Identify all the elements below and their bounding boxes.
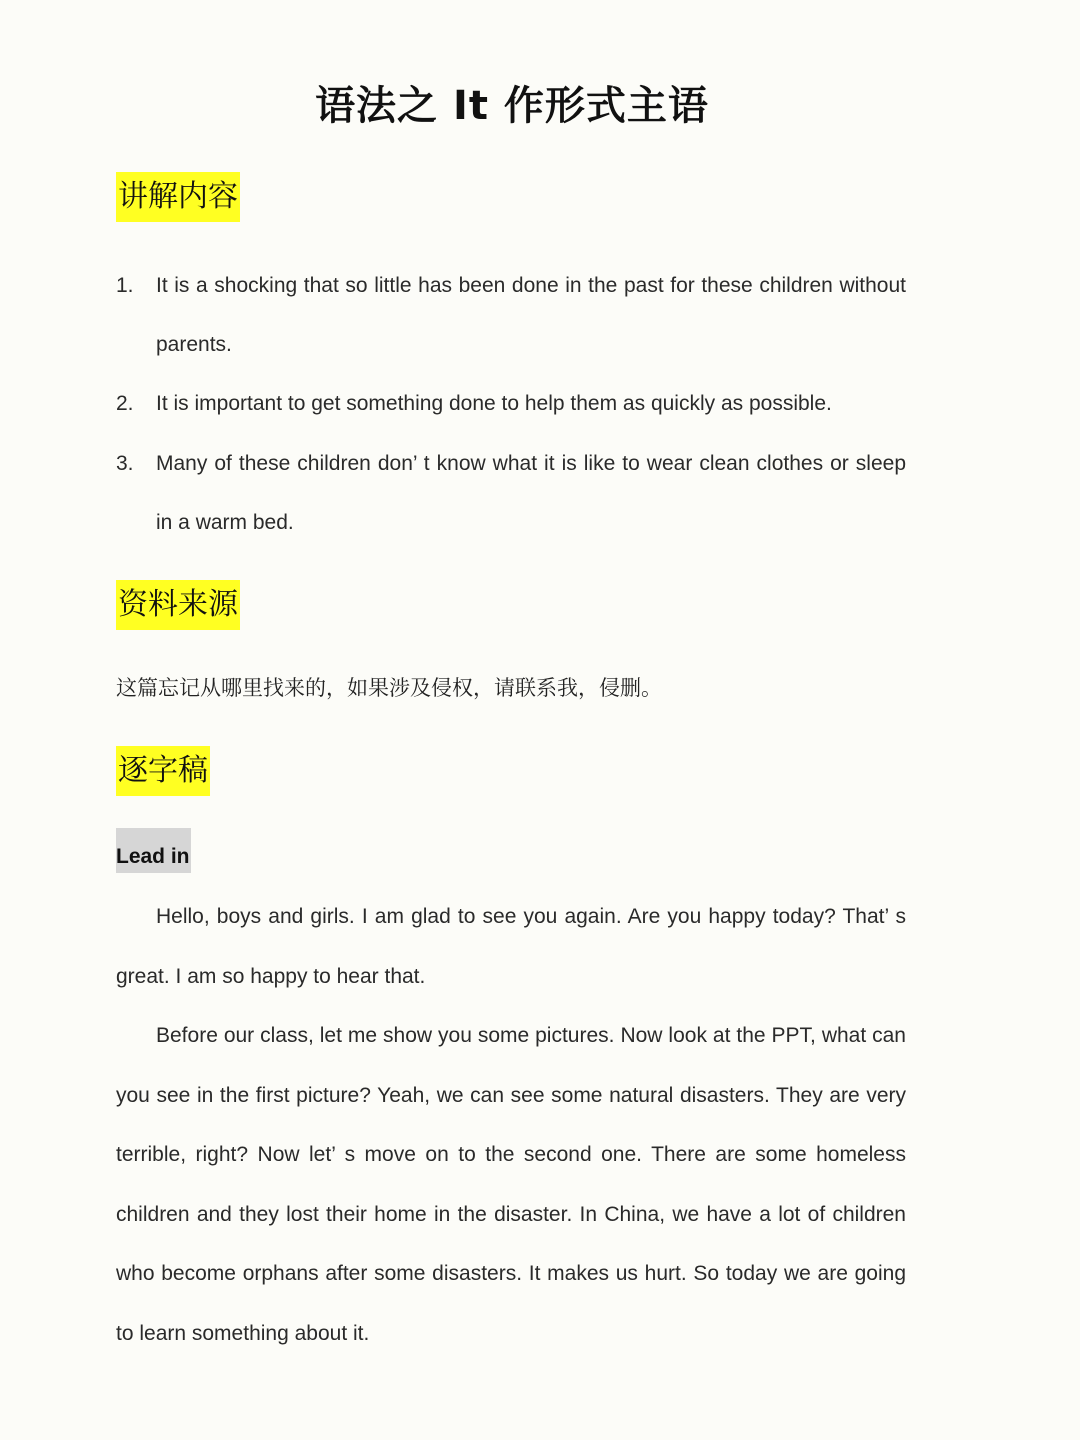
example-item-1 — [116, 256, 906, 374]
source-note: 这篇忘记从哪里找来的，如果涉及侵权，请联系我，侵删。 — [116, 676, 662, 700]
transcript-paragraph-1: Hello, boys and girls. I am glad to see you again. Are you happy today? That’ s great. I am so happy to hear that. — [116, 905, 906, 988]
transcript-paragraph-2: Before our class, let me show you some pictures. Now look at the PPT, what can you see in the first picture? Yeah, we can see some natural disasters. They are very terrible, right? Now let’ s move on to the second one. There are some homeless children and they lost their home in the disaster. In China, we have a lot of children who become orphans after some disasters. It makes us hurt. So today we are going to learn something about it. — [116, 1024, 906, 1345]
example-item-2 — [116, 374, 906, 433]
section-heading-content: 讲解内容 — [116, 172, 240, 222]
example-text: Many of these children don’ t know what it is like to wear clean clothes or sleep in a warm bed. — [156, 452, 906, 534]
example-text: It is a shocking that so little has been done in the past for these children without parents. — [156, 274, 906, 356]
page-title: 语法之 It 作形式主语 — [315, 83, 709, 129]
example-number: 2. — [116, 392, 134, 415]
section-heading-source: 资料来源 — [116, 580, 240, 630]
example-number: 1. — [116, 274, 134, 297]
example-text: It is important to get something done to help them as quickly as possible. — [156, 392, 832, 415]
section-heading-transcript: 逐字稿 — [116, 746, 210, 796]
lead-in-label: Lead in — [116, 828, 191, 873]
example-item-3 — [116, 434, 906, 552]
example-number: 3. — [116, 452, 134, 475]
